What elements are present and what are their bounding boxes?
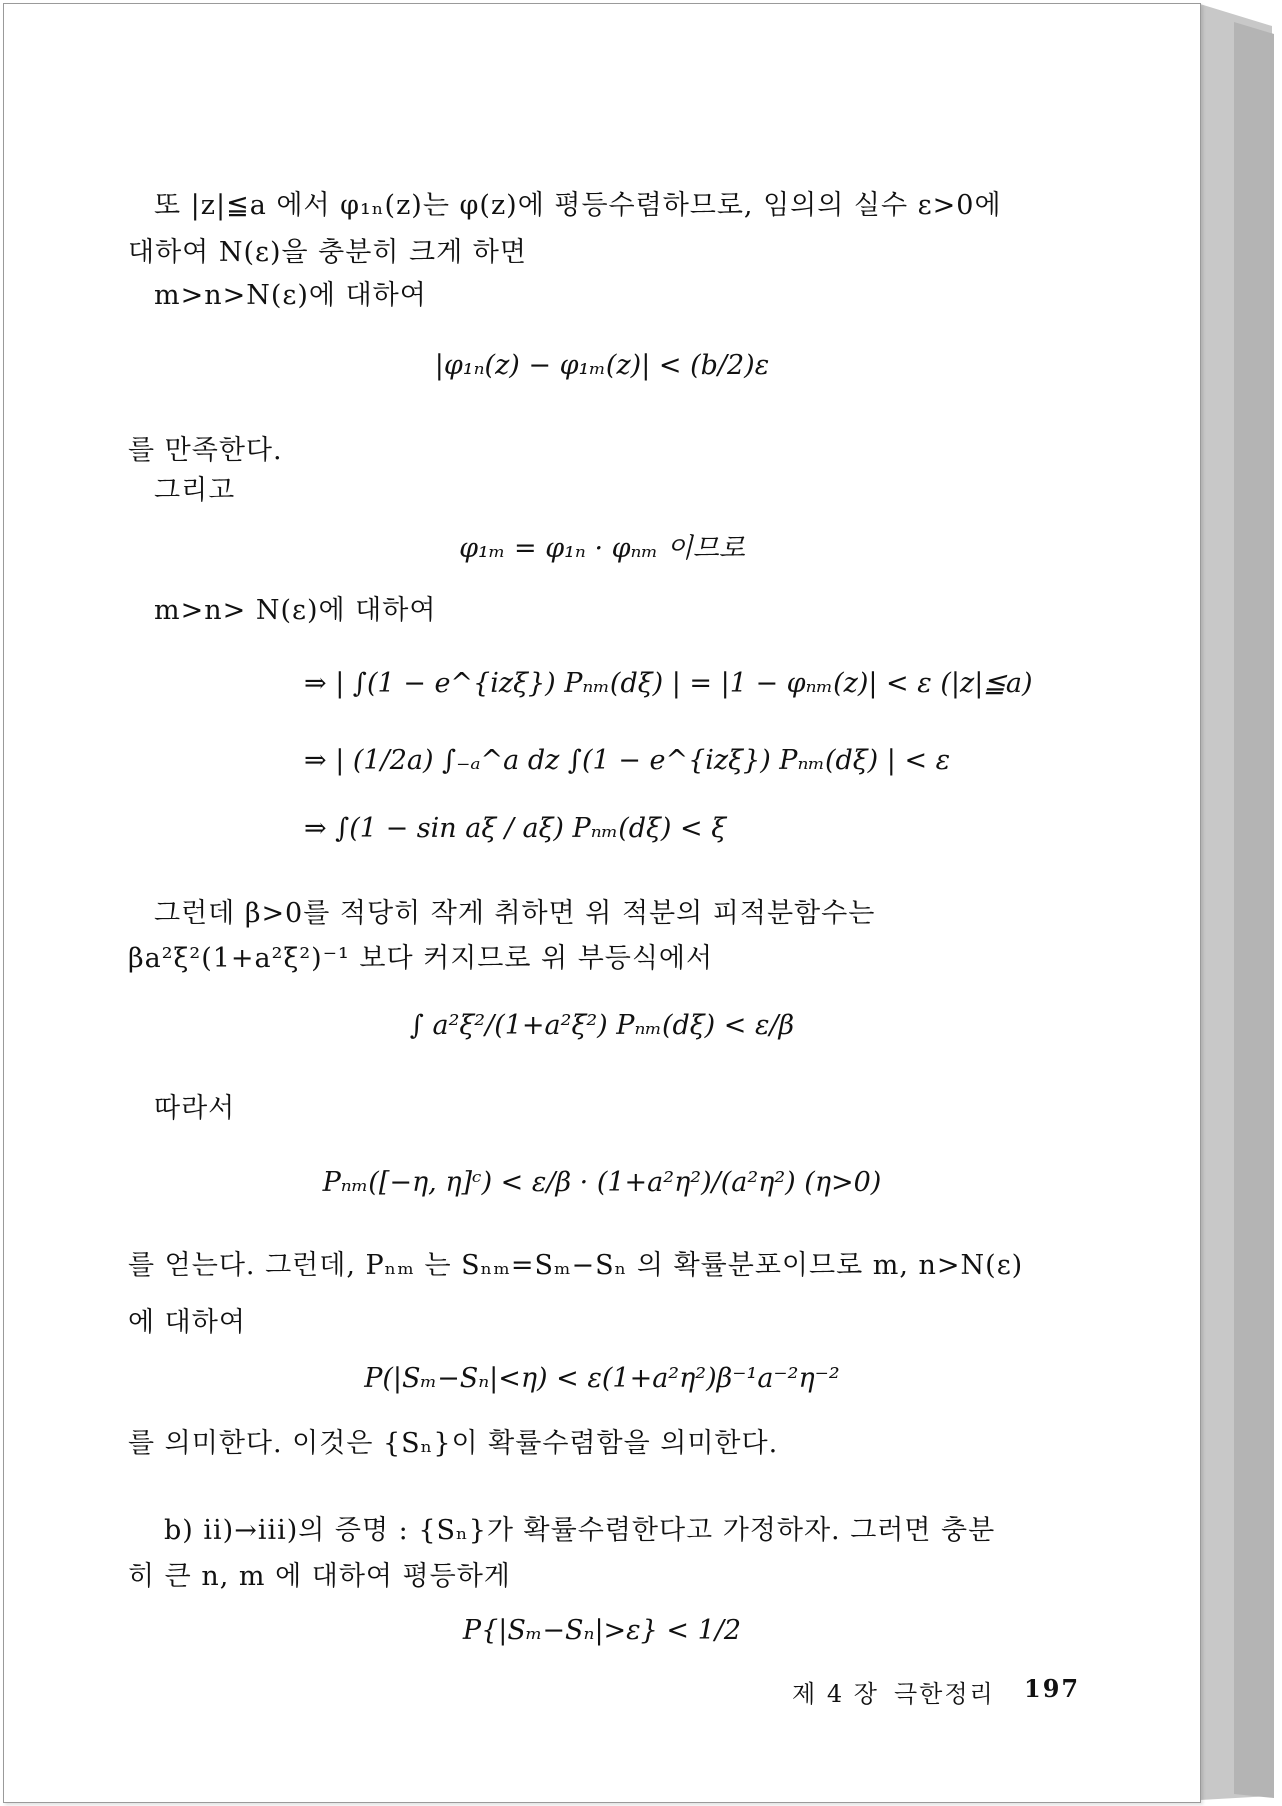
equation-5: ⇒ ∫(1 − sin aξ / aξ) Pₙₘ(dξ) < ξ	[304, 813, 727, 844]
text-line-4: 를 만족한다.	[128, 435, 283, 466]
text-line-6: m>n> N(ε)에 대하여	[154, 595, 437, 626]
footer-chapter: 제 4 장	[792, 1680, 879, 1708]
text-line-5: 그리고	[154, 475, 236, 506]
equation-7: Pₙₘ([−η, η]ᶜ) < ε/β · (1+a²η²)/(a²η²) (η>0)	[322, 1167, 882, 1198]
footer-title: 극한정리	[894, 1680, 995, 1708]
text-line-1: 또 |z|≦a 에서 φ₁ₙ(z)는 φ(z)에 평등수렴하므로, 임의의 실수 ε>0에	[154, 190, 1002, 221]
text-line-3: m>n>N(ε)에 대하여	[154, 280, 427, 311]
equation-4: ⇒ | (1/2a) ∫₋ₐ^a dz ∫(1 − e^{izξ}) Pₙₘ(dξ) | < ε	[304, 745, 951, 776]
text-line-11: 에 대하여	[128, 1307, 246, 1338]
equation-3: ⇒ | ∫(1 − e^{izξ}) Pₙₘ(dξ) | = |1 − φₙₘ(z)| < ε (|z|≦a)	[304, 668, 1033, 699]
book-page-edge-inner	[1234, 4, 1274, 1800]
text-line-14: 히 큰 n, m 에 대하여 평등하게	[128, 1561, 511, 1592]
text-line-2: 대하여 N(ε)을 충분히 크게 하면	[128, 237, 527, 268]
equation-6: ∫ a²ξ²/(1+a²ξ²) Pₙₘ(dξ) < ε/β	[409, 1010, 795, 1041]
text-line-12: 를 의미한다. 이것은 {Sₙ}이 확률수렴함을 의미한다.	[128, 1428, 779, 1459]
equation-2: φ₁ₘ = φ₁ₙ · φₙₘ 이므로	[459, 533, 745, 564]
text-line-9: 따라서	[154, 1093, 236, 1124]
book-page	[3, 3, 1201, 1803]
text-line-8: βa²ξ²(1+a²ξ²)⁻¹ 보다 커지므로 위 부등식에서	[128, 943, 714, 974]
page-number: 197	[1024, 1674, 1081, 1703]
equation-8: P(|Sₘ−Sₙ|<η) < ε(1+a²η²)β⁻¹a⁻²η⁻²	[364, 1363, 840, 1394]
equation-1: |φ₁ₙ(z) − φ₁ₘ(z)| < (b/2)ε	[434, 350, 770, 381]
equation-9: P{|Sₘ−Sₙ|>ε} < 1/2	[462, 1615, 742, 1646]
text-line-10: 를 얻는다. 그런데, Pₙₘ 는 Sₙₘ=Sₘ−Sₙ 의 확률분포이므로 m, n>N(ε)	[128, 1250, 1024, 1281]
text-line-7: 그런데 β>0를 적당히 작게 취하면 위 적분의 피적분함수는	[154, 898, 876, 929]
text-line-13: b) ii)→iii)의 증명 : {Sₙ}가 확률수렴한다고 가정하자. 그러면 충분	[164, 1515, 996, 1546]
